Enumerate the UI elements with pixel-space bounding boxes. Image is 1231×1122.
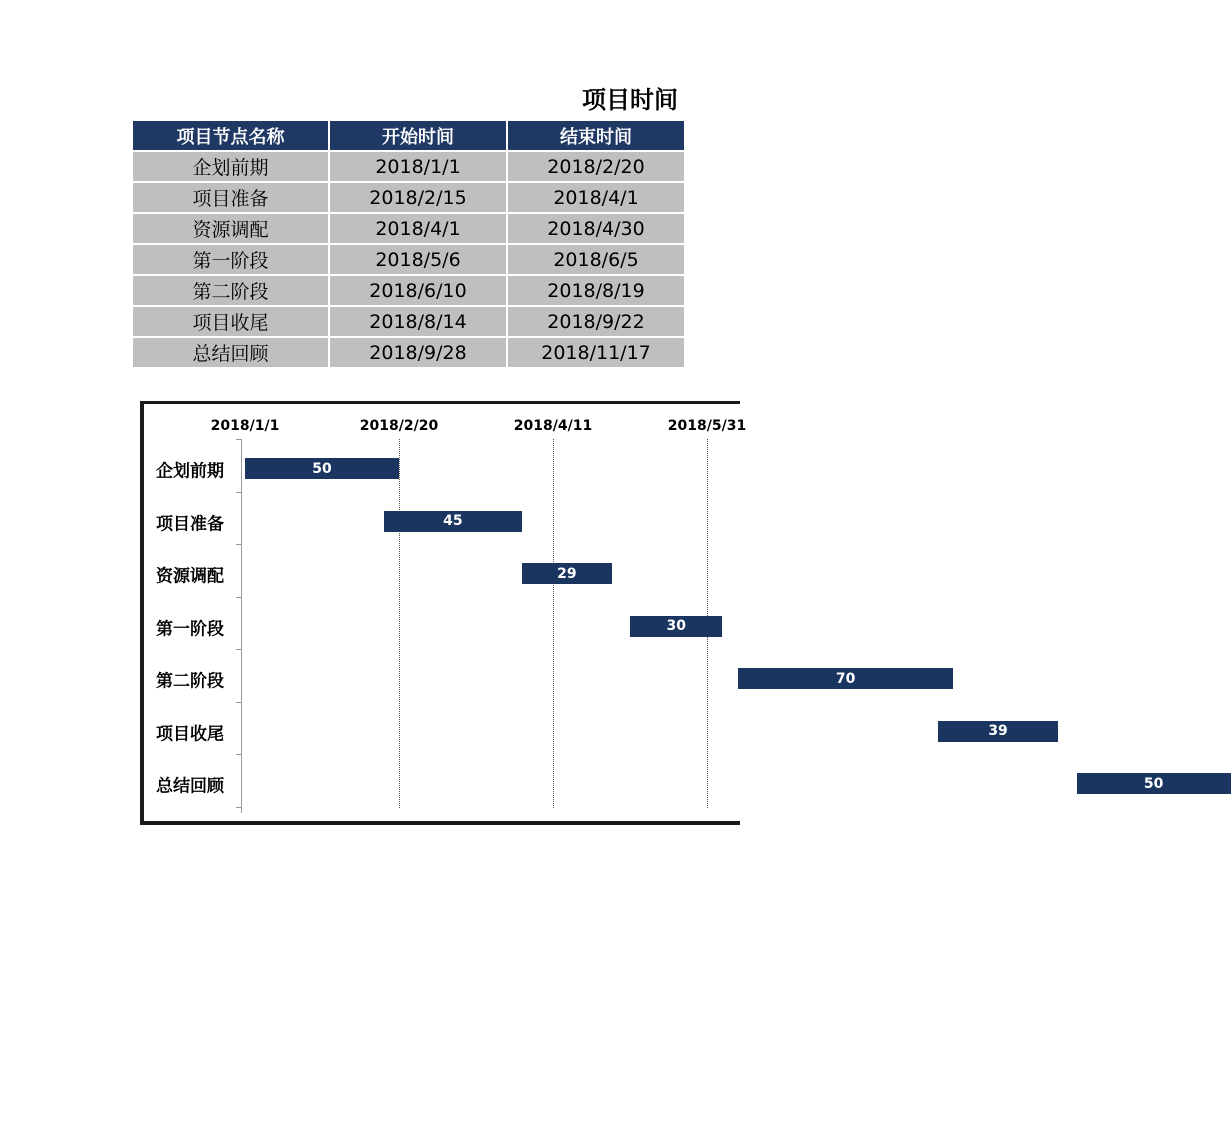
- cell-end: 2018/4/1: [507, 182, 685, 213]
- table-row: [132, 151, 685, 182]
- cell-start: 2018/1/1: [329, 151, 507, 182]
- schedule-table: [131, 119, 686, 369]
- y-tick: [236, 544, 241, 545]
- category-label: 企划前期: [156, 461, 224, 482]
- cell-start: 2018/4/1: [329, 213, 507, 244]
- cell-start: 2018/5/6: [329, 244, 507, 275]
- gantt-bar: 30: [630, 616, 722, 637]
- table-row: [132, 306, 685, 337]
- y-tick: [236, 439, 241, 440]
- table-row: [132, 337, 685, 368]
- gantt-bar: 50: [1077, 773, 1231, 794]
- x-tick-label: 2018/2/20: [359, 418, 439, 434]
- gantt-chart: [140, 401, 1164, 825]
- cell-node-name: 第二阶段: [132, 275, 329, 306]
- cell-start: 2018/8/14: [329, 306, 507, 337]
- cell-node-name: 项目准备: [132, 182, 329, 213]
- header-end-time: 结束时间: [507, 120, 685, 151]
- table-row: [132, 244, 685, 275]
- y-tick: [236, 492, 241, 493]
- y-tick: [236, 807, 241, 808]
- cell-start: 2018/2/15: [329, 182, 507, 213]
- category-label: 第一阶段: [156, 619, 224, 640]
- gantt-bar: 29: [522, 563, 611, 584]
- cell-end: 2018/11/17: [507, 337, 685, 368]
- table-row: [132, 275, 685, 306]
- y-tick: [236, 649, 241, 650]
- table-row: [132, 213, 685, 244]
- page-title: 项目时间: [582, 86, 678, 114]
- y-axis-line: [241, 439, 242, 813]
- header-node-name: 项目节点名称: [132, 120, 329, 151]
- gridline: [553, 439, 554, 808]
- gantt-bar: 39: [938, 721, 1058, 742]
- category-label: 资源调配: [156, 566, 224, 587]
- cell-end: 2018/8/19: [507, 275, 685, 306]
- y-tick: [236, 754, 241, 755]
- cell-node-name: 第一阶段: [132, 244, 329, 275]
- cell-end: 2018/4/30: [507, 213, 685, 244]
- category-label: 项目准备: [156, 514, 224, 535]
- table-header-row: [132, 120, 685, 151]
- cell-node-name: 资源调配: [132, 213, 329, 244]
- gantt-bar: 50: [245, 458, 399, 479]
- cell-node-name: 总结回顾: [132, 337, 329, 368]
- y-tick: [236, 597, 241, 598]
- header-start-time: 开始时间: [329, 120, 507, 151]
- cell-node-name: 企划前期: [132, 151, 329, 182]
- x-tick-label: 2018/4/11: [513, 418, 593, 434]
- x-tick-label: 2018/1/1: [210, 418, 280, 434]
- cell-node-name: 项目收尾: [132, 306, 329, 337]
- y-tick: [236, 702, 241, 703]
- category-label: 第二阶段: [156, 671, 224, 692]
- gantt-bar: 45: [384, 511, 523, 532]
- cell-start: 2018/6/10: [329, 275, 507, 306]
- x-tick-label: 2018/5/31: [667, 418, 747, 434]
- category-label: 总结回顾: [156, 776, 224, 797]
- cell-end: 2018/9/22: [507, 306, 685, 337]
- cell-start: 2018/9/28: [329, 337, 507, 368]
- gantt-bar: 70: [738, 668, 954, 689]
- cell-end: 2018/6/5: [507, 244, 685, 275]
- table-row: [132, 182, 685, 213]
- category-label: 项目收尾: [156, 724, 224, 745]
- cell-end: 2018/2/20: [507, 151, 685, 182]
- gridline: [399, 439, 400, 808]
